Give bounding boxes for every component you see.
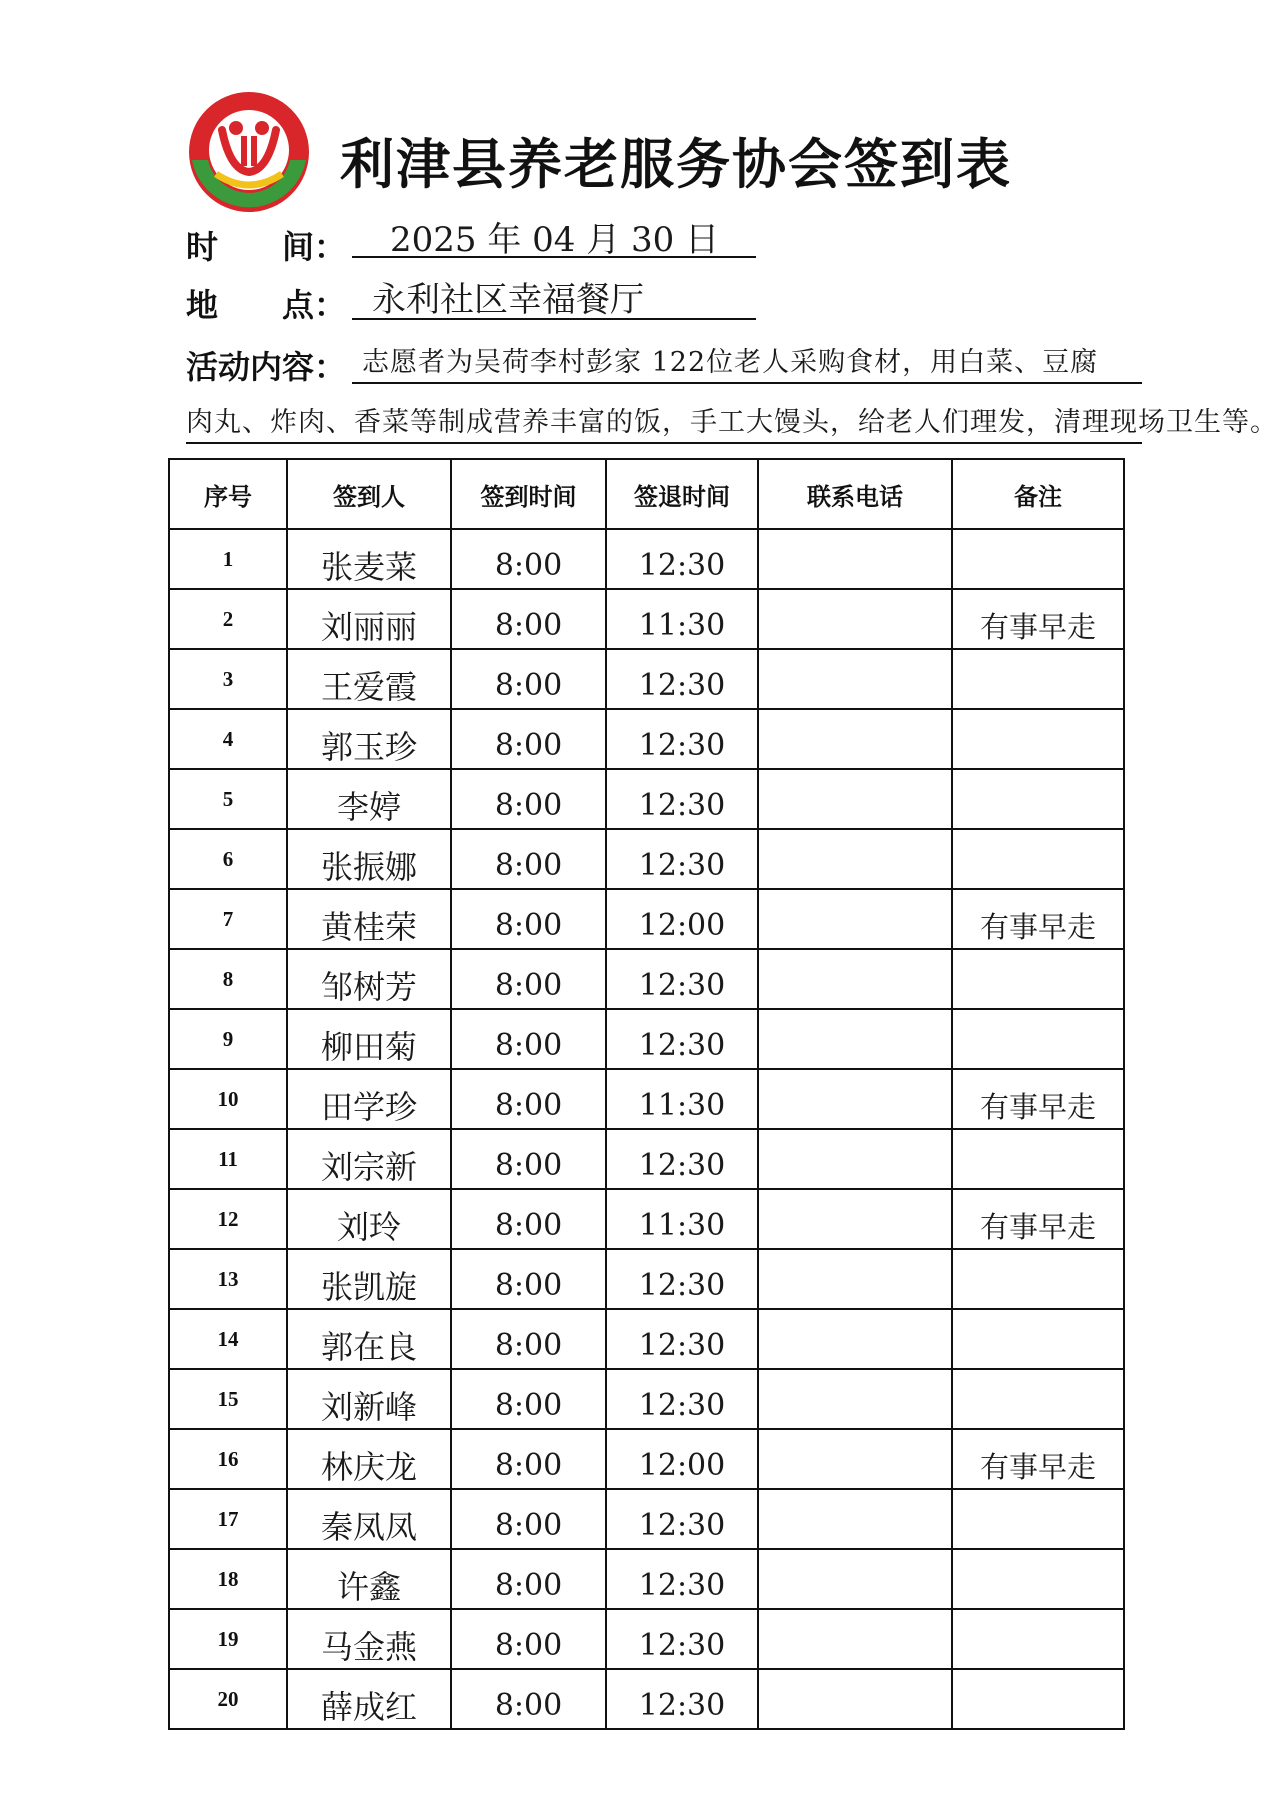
cell-name <box>287 1069 451 1129</box>
cell-seq: 4 <box>169 709 287 769</box>
cell-note <box>952 1189 1124 1249</box>
cell-name-text: 柳田菊 <box>320 1028 417 1066</box>
cell-note <box>952 709 1124 769</box>
cell-note <box>952 1429 1124 1489</box>
table-row <box>169 1309 1124 1369</box>
cell-phone <box>758 1069 952 1129</box>
cell-name <box>287 769 451 829</box>
cell-phone <box>758 1669 952 1729</box>
cell-note <box>952 649 1124 709</box>
cell-sign-out-time <box>606 769 758 829</box>
cell-name-text: 李婷 <box>336 788 401 826</box>
cell-sign-in-time <box>451 1489 606 1549</box>
cell-sign-in-time-text: 8:00 <box>494 967 563 1003</box>
cell-seq: 20 <box>169 1669 287 1729</box>
cell-sign-out-time <box>606 529 758 589</box>
cell-sign-out-time-text: 12:30 <box>638 1627 726 1663</box>
place-label: 地 点： <box>186 286 347 324</box>
cell-phone <box>758 1489 952 1549</box>
cell-note <box>952 949 1124 1009</box>
cell-note-text: 有事早走 <box>979 1209 1096 1244</box>
cell-name <box>287 1369 451 1429</box>
cell-sign-in-time <box>451 1369 606 1429</box>
cell-phone <box>758 1609 952 1669</box>
cell-sign-in-time-text: 8:00 <box>494 1627 563 1663</box>
cell-sign-out-time-text: 11:30 <box>638 1087 726 1123</box>
cell-note <box>952 889 1124 949</box>
cell-sign-out-time <box>606 1669 758 1729</box>
table-row <box>169 1669 1124 1729</box>
cell-sign-in-time <box>451 1249 606 1309</box>
cell-name <box>287 829 451 889</box>
cell-sign-out-time <box>606 589 758 649</box>
cell-sign-out-time <box>606 1489 758 1549</box>
cell-name <box>287 1669 451 1729</box>
cell-name <box>287 1189 451 1249</box>
cell-sign-out-time <box>606 1189 758 1249</box>
cell-sign-out-time-text: 12:30 <box>638 967 726 1003</box>
cell-note <box>952 1369 1124 1429</box>
cell-sign-out-time <box>606 1129 758 1189</box>
cell-seq: 15 <box>169 1369 287 1429</box>
cell-sign-out-time-text: 12:30 <box>638 1507 726 1543</box>
cell-note-text: 有事早走 <box>979 609 1096 644</box>
cell-sign-in-time-text: 8:00 <box>494 1567 563 1603</box>
cell-sign-out-time-text: 12:30 <box>638 787 726 823</box>
cell-note-text: 有事早走 <box>979 1089 1096 1124</box>
cell-sign-in-time-text: 8:00 <box>494 547 563 583</box>
cell-name <box>287 1549 451 1609</box>
cell-sign-out-time-text: 12:30 <box>638 1147 726 1183</box>
cell-sign-out-time-text: 12:30 <box>638 547 726 583</box>
cell-sign-out-time-text: 12:30 <box>638 1267 726 1303</box>
cell-name <box>287 949 451 1009</box>
cell-phone <box>758 1429 952 1489</box>
cell-sign-out-time-text: 12:30 <box>638 667 726 703</box>
cell-sign-out-time-text: 11:30 <box>638 607 726 643</box>
table-row <box>169 649 1124 709</box>
cell-sign-out-time-text: 12:00 <box>638 907 726 943</box>
cell-sign-in-time <box>451 889 606 949</box>
cell-sign-out-time <box>606 829 758 889</box>
cell-name <box>287 1129 451 1189</box>
table-row <box>169 1129 1124 1189</box>
table-header-row <box>169 459 1124 529</box>
cell-phone <box>758 529 952 589</box>
cell-sign-out-time <box>606 1009 758 1069</box>
cell-name <box>287 529 451 589</box>
cell-sign-in-time <box>451 1549 606 1609</box>
cell-name <box>287 649 451 709</box>
cell-sign-in-time <box>451 949 606 1009</box>
cell-note <box>952 829 1124 889</box>
cell-seq: 7 <box>169 889 287 949</box>
cell-name-text: 秦凤凤 <box>320 1508 417 1546</box>
table-row <box>169 769 1124 829</box>
cell-note <box>952 589 1124 649</box>
cell-seq: 5 <box>169 769 287 829</box>
cell-name-text: 马金燕 <box>320 1628 417 1666</box>
header-phone: 联系电话 <box>758 459 952 529</box>
table-row <box>169 1009 1124 1069</box>
cell-name <box>287 889 451 949</box>
table-row <box>169 1429 1124 1489</box>
cell-sign-in-time <box>451 1189 606 1249</box>
cell-sign-out-time-text: 12:30 <box>638 1027 726 1063</box>
cell-sign-out-time <box>606 949 758 1009</box>
time-value: 2025 年 04 月 30 日 <box>390 220 720 260</box>
cell-sign-in-time-text: 8:00 <box>494 1027 563 1063</box>
cell-sign-in-time-text: 8:00 <box>494 727 563 763</box>
cell-sign-in-time <box>451 1009 606 1069</box>
cell-note <box>952 1549 1124 1609</box>
cell-note <box>952 1009 1124 1069</box>
cell-note <box>952 769 1124 829</box>
cell-note <box>952 1669 1124 1729</box>
cell-phone <box>758 889 952 949</box>
cell-phone <box>758 1369 952 1429</box>
cell-sign-in-time <box>451 709 606 769</box>
cell-phone <box>758 1009 952 1069</box>
cell-sign-out-time <box>606 1429 758 1489</box>
cell-sign-in-time-text: 8:00 <box>494 787 563 823</box>
cell-seq: 1 <box>169 529 287 589</box>
table-row <box>169 889 1124 949</box>
header-sign-in-time: 签到时间 <box>451 459 606 529</box>
cell-sign-in-time-text: 8:00 <box>494 907 563 943</box>
cell-seq: 13 <box>169 1249 287 1309</box>
cell-name-text: 张振娜 <box>320 848 417 886</box>
cell-phone <box>758 1189 952 1249</box>
content-line-2: 肉丸、炸肉、香菜等制成营养丰富的饭，手工大馒头，给老人们理发，清理现场卫生等。 <box>186 407 1278 438</box>
header-seq: 序号 <box>169 459 287 529</box>
content-label: 活动内容： <box>186 348 347 386</box>
cell-sign-in-time-text: 8:00 <box>494 1447 563 1483</box>
table-row <box>169 1069 1124 1129</box>
cell-sign-in-time <box>451 829 606 889</box>
document-title: 利津县养老服务协会签到表 <box>340 132 1012 196</box>
cell-phone <box>758 649 952 709</box>
header-note: 备注 <box>952 459 1124 529</box>
content-underline-2 <box>186 442 1142 444</box>
cell-sign-in-time <box>451 649 606 709</box>
cell-sign-in-time-text: 8:00 <box>494 1147 563 1183</box>
cell-note <box>952 1489 1124 1549</box>
sign-in-table <box>168 458 1125 1730</box>
cell-seq: 2 <box>169 589 287 649</box>
cell-name-text: 邹树芳 <box>320 968 417 1006</box>
cell-sign-out-time <box>606 1069 758 1129</box>
cell-note-text: 有事早走 <box>979 1449 1096 1484</box>
cell-name <box>287 1489 451 1549</box>
cell-sign-in-time-text: 8:00 <box>494 1507 563 1543</box>
time-label: 时 间： <box>186 228 347 266</box>
cell-seq: 11 <box>169 1129 287 1189</box>
cell-sign-out-time-text: 12:00 <box>638 1447 726 1483</box>
cell-note <box>952 1609 1124 1669</box>
cell-sign-in-time-text: 8:00 <box>494 1387 563 1423</box>
content-underline-1 <box>352 382 1142 384</box>
cell-seq: 12 <box>169 1189 287 1249</box>
cell-seq: 14 <box>169 1309 287 1369</box>
cell-name-text: 郭在良 <box>320 1328 417 1366</box>
cell-name-text: 张凯旋 <box>320 1268 417 1306</box>
cell-name-text: 林庆龙 <box>320 1448 417 1486</box>
cell-name <box>287 709 451 769</box>
table-row <box>169 1609 1124 1669</box>
cell-sign-out-time-text: 12:30 <box>638 1387 726 1423</box>
cell-sign-in-time <box>451 1429 606 1489</box>
header-sign-out-time: 签退时间 <box>606 459 758 529</box>
table-row <box>169 1249 1124 1309</box>
table-row <box>169 589 1124 649</box>
cell-sign-out-time <box>606 1609 758 1669</box>
cell-sign-out-time-text: 12:30 <box>638 1567 726 1603</box>
association-logo <box>186 90 312 214</box>
cell-sign-in-time-text: 8:00 <box>494 667 563 703</box>
cell-name-text: 王爱霞 <box>320 668 417 706</box>
cell-name-text: 田学珍 <box>320 1088 417 1126</box>
cell-sign-out-time <box>606 1549 758 1609</box>
cell-phone <box>758 1129 952 1189</box>
table-row <box>169 949 1124 1009</box>
cell-seq: 16 <box>169 1429 287 1489</box>
cell-name <box>287 1009 451 1069</box>
cell-seq: 17 <box>169 1489 287 1549</box>
cell-sign-out-time-text: 12:30 <box>638 847 726 883</box>
table-row <box>169 829 1124 889</box>
cell-note <box>952 529 1124 589</box>
place-value: 永利社区幸福餐厅 <box>372 280 644 320</box>
cell-seq: 3 <box>169 649 287 709</box>
cell-sign-in-time-text: 8:00 <box>494 1327 563 1363</box>
time-underline <box>352 256 756 258</box>
cell-sign-in-time-text: 8:00 <box>494 1267 563 1303</box>
cell-phone <box>758 949 952 1009</box>
cell-sign-out-time-text: 12:30 <box>638 1327 726 1363</box>
table-row <box>169 529 1124 589</box>
table-row <box>169 709 1124 769</box>
cell-name <box>287 1309 451 1369</box>
cell-name-text: 薛成红 <box>320 1688 417 1726</box>
cell-sign-out-time <box>606 1309 758 1369</box>
cell-name-text: 刘宗新 <box>320 1148 417 1186</box>
cell-seq: 10 <box>169 1069 287 1129</box>
cell-name <box>287 1429 451 1489</box>
cell-sign-in-time <box>451 1069 606 1129</box>
table-row <box>169 1489 1124 1549</box>
cell-seq: 18 <box>169 1549 287 1609</box>
table-row <box>169 1549 1124 1609</box>
cell-sign-in-time <box>451 1309 606 1369</box>
cell-name <box>287 589 451 649</box>
cell-seq: 8 <box>169 949 287 1009</box>
cell-sign-out-time <box>606 889 758 949</box>
table-row <box>169 1189 1124 1249</box>
cell-note <box>952 1129 1124 1189</box>
cell-note <box>952 1309 1124 1369</box>
table-row <box>169 1369 1124 1429</box>
cell-sign-in-time <box>451 1129 606 1189</box>
cell-sign-out-time <box>606 709 758 769</box>
cell-note <box>952 1069 1124 1129</box>
cell-name-text: 郭玉珍 <box>320 728 417 766</box>
cell-phone <box>758 829 952 889</box>
cell-sign-out-time <box>606 649 758 709</box>
cell-sign-out-time-text: 12:30 <box>638 727 726 763</box>
cell-sign-in-time-text: 8:00 <box>494 1087 563 1123</box>
cell-seq: 6 <box>169 829 287 889</box>
cell-note-text: 有事早走 <box>979 909 1096 944</box>
cell-sign-in-time <box>451 529 606 589</box>
cell-phone <box>758 589 952 649</box>
cell-name-text: 刘丽丽 <box>320 608 417 646</box>
cell-note <box>952 1249 1124 1309</box>
cell-name-text: 许鑫 <box>336 1568 401 1606</box>
cell-sign-in-time <box>451 1669 606 1729</box>
cell-name-text: 黄桂荣 <box>320 908 417 946</box>
cell-name <box>287 1609 451 1669</box>
cell-sign-in-time <box>451 589 606 649</box>
cell-sign-out-time <box>606 1249 758 1309</box>
place-underline <box>352 318 756 320</box>
cell-name-text: 刘玲 <box>336 1208 401 1246</box>
cell-phone <box>758 1309 952 1369</box>
header-name: 签到人 <box>287 459 451 529</box>
cell-sign-in-time-text: 8:00 <box>494 847 563 883</box>
cell-phone <box>758 1549 952 1609</box>
cell-sign-out-time-text: 12:30 <box>638 1687 726 1723</box>
cell-phone <box>758 769 952 829</box>
cell-sign-in-time <box>451 769 606 829</box>
cell-name-text: 张麦菜 <box>320 548 417 586</box>
cell-phone <box>758 709 952 769</box>
cell-sign-out-time <box>606 1369 758 1429</box>
cell-name <box>287 1249 451 1309</box>
cell-phone <box>758 1249 952 1309</box>
cell-seq: 19 <box>169 1609 287 1669</box>
cell-sign-in-time <box>451 1609 606 1669</box>
cell-sign-in-time-text: 8:00 <box>494 1207 563 1243</box>
cell-sign-out-time-text: 11:30 <box>638 1207 726 1243</box>
cell-sign-in-time-text: 8:00 <box>494 1687 563 1723</box>
content-line-1: 志愿者为吴荷李村彭家 122位老人采购食材，用白菜、豆腐 <box>362 347 1099 378</box>
cell-sign-in-time-text: 8:00 <box>494 607 563 643</box>
cell-seq: 9 <box>169 1009 287 1069</box>
cell-name-text: 刘新峰 <box>320 1388 417 1426</box>
